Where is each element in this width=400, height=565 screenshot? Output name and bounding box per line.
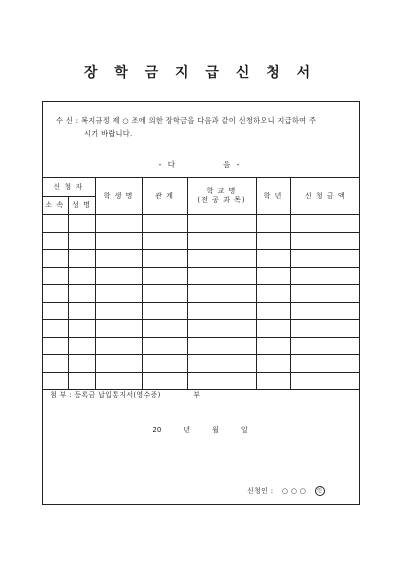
table-cell[interactable] xyxy=(68,285,95,303)
table-row xyxy=(42,232,360,250)
table-cell[interactable] xyxy=(95,302,142,320)
table-cell[interactable] xyxy=(187,250,256,268)
table-cell[interactable] xyxy=(95,372,142,390)
table-cell[interactable] xyxy=(256,337,290,355)
table-row xyxy=(42,302,360,320)
recipient-label: 수 신 : xyxy=(56,116,79,125)
table-cell[interactable] xyxy=(42,215,68,233)
seal-stamp: 인 xyxy=(315,486,325,496)
table-cell[interactable] xyxy=(187,337,256,355)
table-cell[interactable] xyxy=(68,302,95,320)
table-cell[interactable] xyxy=(290,232,360,250)
header-name: 성 명 xyxy=(68,197,95,215)
table-cell[interactable] xyxy=(187,320,256,338)
table-cell[interactable] xyxy=(42,232,68,250)
header-school xyxy=(187,178,256,215)
header-grade: 학 년 xyxy=(256,178,290,215)
table-cell[interactable] xyxy=(142,250,187,268)
table-cell[interactable] xyxy=(142,267,187,285)
table-cell[interactable] xyxy=(290,355,360,373)
table-cell[interactable] xyxy=(95,355,142,373)
table-row xyxy=(42,355,360,373)
table-cell[interactable] xyxy=(142,355,187,373)
table-cell[interactable] xyxy=(68,250,95,268)
applicant-line xyxy=(247,486,325,496)
scholarship-table xyxy=(42,177,360,390)
table-cell[interactable] xyxy=(95,232,142,250)
table-cell[interactable] xyxy=(95,337,142,355)
header-affiliation: 소 속 xyxy=(42,197,68,215)
table-cell[interactable] xyxy=(187,355,256,373)
attachment-label: 첨 부 : xyxy=(50,391,72,399)
table-cell[interactable] xyxy=(42,267,68,285)
table-row xyxy=(42,215,360,233)
table-cell[interactable] xyxy=(68,215,95,233)
applicant-label: 신청인 : xyxy=(247,487,274,495)
table-cell[interactable] xyxy=(42,302,68,320)
table-body xyxy=(42,215,360,390)
table-cell[interactable] xyxy=(290,337,360,355)
attachment-unit: 부 xyxy=(193,391,201,399)
recipient-text-line2: 시기 바랍니다. xyxy=(84,129,133,138)
table-cell[interactable] xyxy=(256,215,290,233)
table-cell[interactable] xyxy=(290,250,360,268)
date-line xyxy=(0,425,400,435)
table-cell[interactable] xyxy=(256,267,290,285)
table-cell[interactable] xyxy=(95,215,142,233)
table-cell[interactable] xyxy=(42,337,68,355)
table-cell[interactable] xyxy=(290,285,360,303)
table-row xyxy=(42,285,360,303)
applicant-name-placeholder: ○ ○ ○ xyxy=(281,487,307,495)
table-cell[interactable] xyxy=(256,320,290,338)
header-relation: 관 계 xyxy=(142,178,187,215)
table-cell[interactable] xyxy=(290,267,360,285)
table-cell[interactable] xyxy=(256,250,290,268)
table-cell[interactable] xyxy=(142,372,187,390)
table-cell[interactable] xyxy=(42,285,68,303)
table-cell[interactable] xyxy=(95,250,142,268)
recipient-block xyxy=(56,114,346,140)
table-cell[interactable] xyxy=(142,320,187,338)
table-cell[interactable] xyxy=(187,302,256,320)
table-cell[interactable] xyxy=(68,337,95,355)
document-title: 장 학 금 지 급 신 청 서 xyxy=(83,65,317,81)
table-cell[interactable] xyxy=(142,215,187,233)
table-cell[interactable] xyxy=(42,372,68,390)
table-cell[interactable] xyxy=(290,372,360,390)
section-heading xyxy=(0,159,400,170)
table-cell[interactable] xyxy=(42,355,68,373)
section-heading-right: 음 - xyxy=(223,160,242,169)
table-cell[interactable] xyxy=(95,320,142,338)
table-cell[interactable] xyxy=(256,302,290,320)
attachment-text: 등록금 납입통지서(영수증) xyxy=(74,391,161,399)
table-cell[interactable] xyxy=(142,302,187,320)
table-cell[interactable] xyxy=(290,215,360,233)
attachment-line xyxy=(50,390,200,400)
table-cell[interactable] xyxy=(290,302,360,320)
header-applicant: 신 청 자 xyxy=(42,178,95,197)
table-cell[interactable] xyxy=(256,372,290,390)
table-row xyxy=(42,250,360,268)
recipient-text-line1: 복지규정 제 ○ 조에 의한 장학금을 다음과 같이 신청하오니 지급하여 주 xyxy=(80,116,317,125)
date-year: 년 xyxy=(183,426,191,434)
table-cell[interactable] xyxy=(68,355,95,373)
table-cell[interactable] xyxy=(290,320,360,338)
table-cell[interactable] xyxy=(68,267,95,285)
table-cell[interactable] xyxy=(187,215,256,233)
date-prefix: 20 xyxy=(152,426,162,434)
header-school-line1: 학 교 명 xyxy=(206,187,237,195)
table-cell[interactable] xyxy=(187,285,256,303)
table-cell[interactable] xyxy=(256,285,290,303)
table-cell[interactable] xyxy=(68,372,95,390)
table-row xyxy=(42,267,360,285)
table-cell[interactable] xyxy=(68,232,95,250)
table-row xyxy=(42,337,360,355)
table-cell[interactable] xyxy=(187,372,256,390)
table-cell[interactable] xyxy=(95,267,142,285)
table-row xyxy=(42,372,360,390)
header-amount: 신 청 금 액 xyxy=(290,178,360,215)
table-cell[interactable] xyxy=(142,232,187,250)
table-cell[interactable] xyxy=(42,320,68,338)
table-cell[interactable] xyxy=(68,320,95,338)
header-school-line2: (전 공 과 목) xyxy=(197,196,246,204)
header-student-name: 학 생 명 xyxy=(95,178,142,215)
section-heading-left: - 다 xyxy=(158,160,177,169)
table-cell[interactable] xyxy=(187,267,256,285)
table-cell[interactable] xyxy=(256,232,290,250)
table-row xyxy=(42,320,360,338)
table-cell[interactable] xyxy=(142,337,187,355)
table-cell[interactable] xyxy=(42,250,68,268)
table-cell[interactable] xyxy=(142,285,187,303)
date-day: 일 xyxy=(240,426,248,434)
table-cell[interactable] xyxy=(256,355,290,373)
table-cell[interactable] xyxy=(95,285,142,303)
date-month: 월 xyxy=(212,426,219,434)
table-cell[interactable] xyxy=(187,232,256,250)
